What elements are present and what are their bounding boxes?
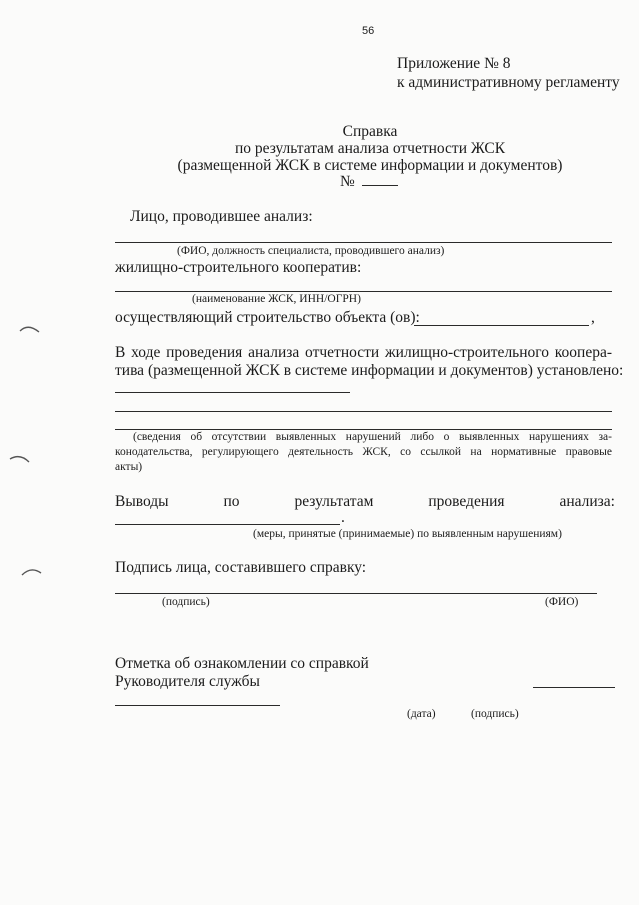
analyst-hint: (ФИО, должность специалиста, проводившего анализ) <box>177 245 445 257</box>
conclusions-label: Выводы по результатам проведения анализа: <box>115 493 615 510</box>
object-comma: , <box>591 309 595 326</box>
analyst-label: Лицо, проводившее анализ: <box>130 208 313 225</box>
ack-date-hint: (дата) <box>407 708 436 720</box>
ack-sign-hint: (подпись) <box>471 708 519 720</box>
coop-line <box>115 291 612 292</box>
document-number <box>340 173 398 191</box>
signature-name-hint: (ФИО) <box>545 596 579 608</box>
ack-line-2: Руководителя службы <box>115 673 260 690</box>
conclusions-period: . <box>341 509 345 526</box>
document-title: Справка <box>342 123 398 140</box>
document-subtitle: по результатам анализа отчетности ЖСК <box>234 140 506 157</box>
number-blank <box>362 173 398 186</box>
findings-line-1: В ходе проведения анализа отчетности жилищно-строительного коопера- <box>115 344 612 361</box>
object-label: осуществляющий строительство объекта (ов): <box>115 309 420 326</box>
appendix-reference: к административному регламенту <box>397 74 620 91</box>
findings-line-a <box>115 392 350 393</box>
number-sign: № <box>340 173 355 190</box>
binding-hole-mark-icon <box>18 322 42 336</box>
appendix-number: Приложение № 8 <box>397 55 511 72</box>
ack-name-line <box>115 705 280 706</box>
findings-hint-2: конодательства, регулирующего деятельность ЖСК, со ссылкой на нормативные правовые <box>115 446 612 458</box>
conclusions-hint: (меры, принятые (принимаемые) по выявленным нарушениям) <box>253 528 562 540</box>
binding-hole-mark-icon <box>20 565 44 579</box>
findings-line-b <box>115 411 612 412</box>
findings-hint-1: (сведения об отсутствии выявленных нарушений либо о выявленных нарушениях за- <box>133 431 612 443</box>
page-number: 56 <box>362 25 375 37</box>
coop-label: жилищно-строительного кооператив: <box>115 259 362 276</box>
document-subtitle-note: (размещенной ЖСК в системе информации и документов) <box>177 157 563 174</box>
signature-label: Подпись лица, составившего справку: <box>115 559 367 576</box>
coop-hint: (наименование ЖСК, ИНН/ОГРН) <box>192 293 361 305</box>
signature-line <box>115 593 597 594</box>
conclusions-line <box>115 524 340 525</box>
ack-date-line <box>533 687 615 688</box>
ack-line-1: Отметка об ознакомлении со справкой <box>115 655 369 672</box>
findings-hint-3: акты) <box>115 461 143 473</box>
signature-sign-hint: (подпись) <box>162 596 210 608</box>
findings-line-c <box>115 429 612 430</box>
binding-hole-mark-icon <box>8 452 32 466</box>
analyst-line <box>115 242 612 243</box>
object-line <box>414 325 589 326</box>
findings-line-2: тива (размещенной ЖСК в системе информации и документов) установлено: <box>115 362 624 379</box>
